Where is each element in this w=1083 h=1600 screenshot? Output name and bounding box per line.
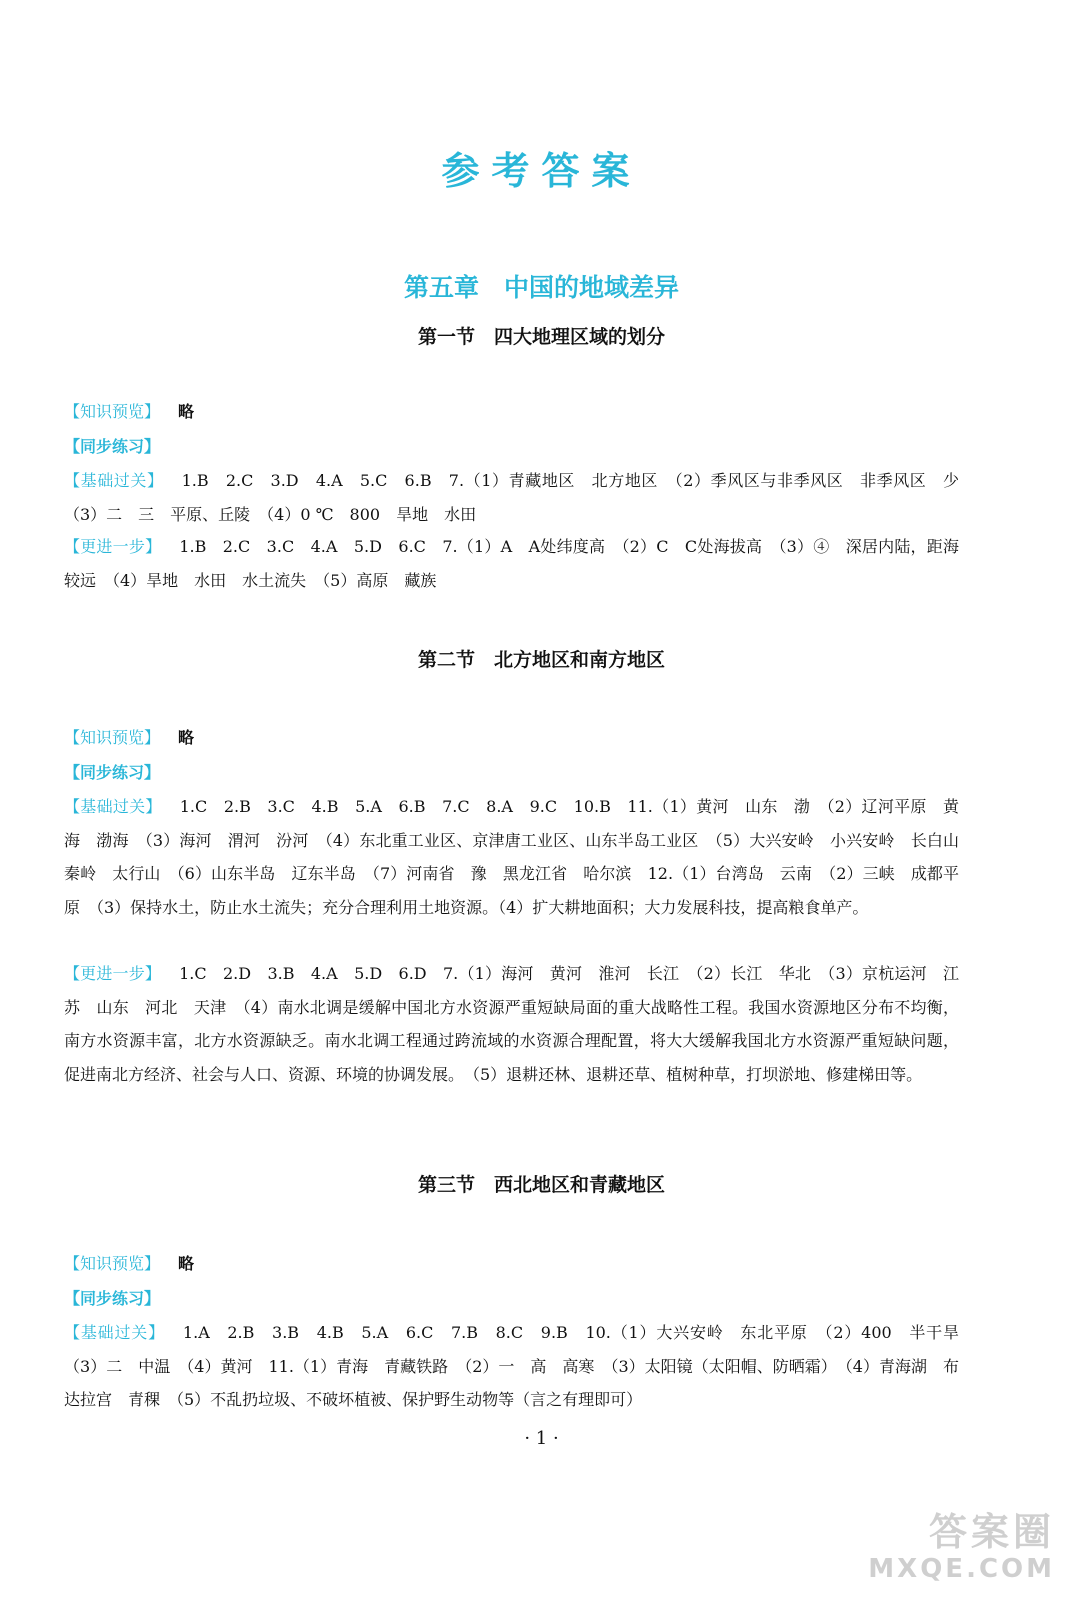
section-1-advanced: [64, 530, 959, 597]
section-3-practice: [64, 1288, 964, 1310]
preview-answer: 略: [178, 402, 195, 421]
preview-answer: 略: [178, 1254, 195, 1273]
section-1-heading: 第一节 四大地理区域的划分: [417, 326, 665, 348]
page-title: 参考答案: [441, 148, 642, 193]
watermark: [745, 1510, 1055, 1590]
section-2-preview: [64, 727, 964, 749]
basic-label: 【基础过关】: [64, 1323, 165, 1342]
section-3-heading: 第三节 西北地区和青藏地区: [417, 1174, 665, 1196]
practice-label: 【同步练习】: [64, 763, 161, 782]
practice-label: 【同步练习】: [64, 437, 161, 456]
section-3-preview: [64, 1253, 964, 1275]
basic-label: 【基础过关】: [64, 471, 164, 490]
basic-answers: 1.C 2.B 3.C 4.B 5.A 6.B 7.C 8.A 9.C 10.B 11.（1）黄河 山东 渤 （2）辽河平原 黄海 渤海 （3）海河 渭河 汾河 （4）东北重工业区、京津唐工业区、山东半岛工业区 （5）大兴安岭 小兴安岭 长白山 秦岭 太行山 （6）山东半岛 辽东半岛 （7）河南省 豫 黑龙江省 哈尔滨 12.（1）台湾岛 云南 （2）三峡 成都平原 （3）保持水土，防止水土流失；充分合理利用土地资源。（4）扩大耕地面积；大力发展科技，提高粮食单产。: [64, 797, 976, 917]
watermark-logo: 答案圈: [928, 1510, 1055, 1554]
advanced-answers: 1.B 2.C 3.C 4.A 5.D 6.C 7.（1）A A处纬度高 （2）C C处海拔高 （3）④ 深居内陆，距海较远 （4）旱地 水田 水土流失 （5）高原 藏族: [64, 537, 959, 590]
section-2-heading: 第二节 北方地区和南方地区: [417, 649, 665, 671]
preview-label: 【知识预览】: [64, 1254, 161, 1273]
basic-label: 【基础过关】: [64, 797, 162, 816]
section-3-basic: [64, 1316, 976, 1417]
section-1-basic: [64, 464, 976, 531]
advanced-label: 【更进一步】: [64, 964, 162, 983]
preview-answer: 略: [178, 728, 195, 747]
advanced-answers: 1.C 2.D 3.B 4.A 5.D 6.D 7.（1）海河 黄河 淮河 长江 （2）长江 华北 （3）京杭运河 江苏 山东 河北 天津 （4）南水北调是缓解中国北方水资源严重短缺局面的重大战略性工程。我国水资源地区分布不均衡，南方水资源丰富，北方水资源缺乏。南水北调工程通过跨流域的水资源合理配置，将大大缓解我国北方水资源严重短缺问题，促进南北方经济、社会与人口、资源、环境的协调发展。 （5）退耕还林、退耕还草、植树种草，打坝淤地、修建梯田等。: [64, 964, 959, 1084]
preview-label: 【知识预览】: [64, 402, 161, 421]
chapter-title: 第五章 中国的地域差异: [403, 273, 679, 302]
section-1-practice: [64, 436, 964, 458]
advanced-label: 【更进一步】: [64, 537, 162, 556]
preview-label: 【知识预览】: [64, 728, 161, 747]
section-2-practice: [64, 762, 964, 784]
practice-label: 【同步练习】: [64, 1289, 161, 1308]
basic-answers: 1.B 2.C 3.D 4.A 5.C 6.B 7.（1）青藏地区 北方地区 （2）季风区与非季风区 非季风区 少 （3）二 三 平原、丘陵 （4）0 ℃ 800 旱地 水田: [64, 471, 976, 524]
section-1-preview: [64, 401, 964, 423]
section-2-advanced: [64, 957, 959, 1091]
section-2-basic: [64, 790, 976, 924]
watermark-url: MXQE.COM: [868, 1554, 1055, 1584]
basic-answers: 1.A 2.B 3.B 4.B 5.A 6.C 7.B 8.C 9.B 10.（1）大兴安岭 东北平原 （2）400 半干旱 （3）二 中温 （4）黄河 11.（1）青海 青藏铁路 （2）一 高 高寒 （3）太阳镜（太阳帽、防晒霜） （4）青海湖 布达拉宫 青稞 （5）不乱扔垃圾、不破坏植被、保护野生动物等（言之有理即可）: [64, 1323, 976, 1409]
page-number: · 1 ·: [524, 1428, 559, 1449]
